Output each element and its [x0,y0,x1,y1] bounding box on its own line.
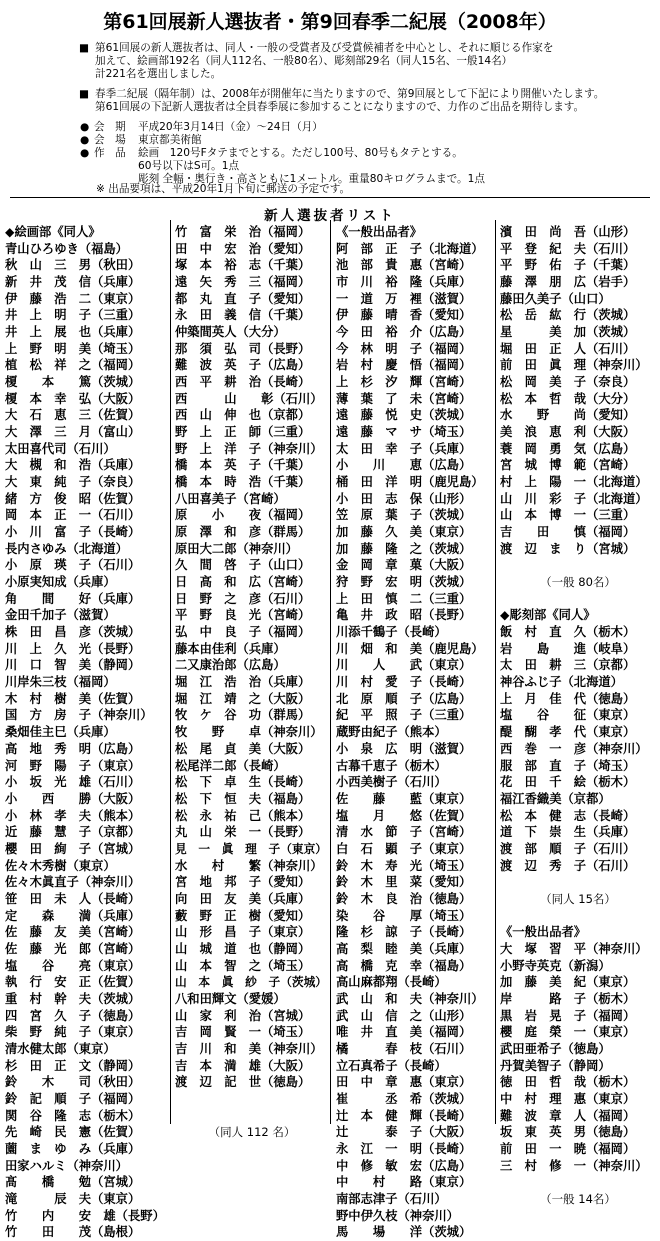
member-entry: 福江香織美（京都） [500,791,611,806]
member-entry: 清水健太郎（東京） [5,1041,116,1056]
member-entry: 薗 ま ゆ み（兵庫） [5,1141,141,1156]
member-entry: 小 林 孝 夫（熊本） [5,808,141,823]
member-entry: 大 東 純 子（奈良） [5,475,141,490]
dot-bullet-icon: ● [80,121,90,133]
spacer [500,908,656,925]
member-entry: 橘 春 枝（石川） [336,1041,472,1056]
member-entry: 八和田輝文（愛媛） [175,991,286,1006]
member-entry: 山 家 利 治（宮城） [175,1008,311,1023]
member-entry: 染 谷 厚（埼玉） [336,908,472,923]
member-entry: 日 高 和 広（宮崎） [175,575,311,590]
member-entry: 河 野 陽 子（東京） [5,758,141,773]
intro-paragraph-2 [79,88,615,114]
member-entry: 川 口 智 美（静岡） [5,658,141,673]
square-bullet-icon: ■ [79,88,90,100]
member-entry: 渡 辺 秀 子（石川） [500,858,636,873]
info-extra-line: 60号以下はS可。1点 [138,160,240,172]
member-entry: 阿 部 正 子（北海道） [336,241,484,256]
member-entry: 遠 矢 秀 三（福岡） [175,275,311,290]
member-entry: 伊 藤 浩 二（東京） [5,291,141,306]
member-entry: 緒 方 俊 昭（佐賀） [5,491,141,506]
spacer [500,557,656,574]
member-entry: 田家ハルミ（神奈川） [5,1158,128,1173]
member-entry: 村 上 陽 一（北海道） [500,475,648,490]
member-entry: 井 上 明 子（三重） [5,308,141,323]
member-entry: 佐々木眞直子（神奈川） [5,875,141,890]
member-entry: 太田喜代司（石川） [5,441,116,456]
member-entry: 杉 田 正 文（静岡） [5,1058,141,1073]
member-entry: 大 石 恵 三（佐賀） [5,408,141,423]
member-entry: 小原実知成（兵庫） [5,575,116,590]
member-entry: 丸 山 栄 一（長野） [175,825,311,840]
member-entry: 井 上 展 也（兵庫） [5,325,141,340]
member-entry: 平 登 紀 夫（石川） [500,241,636,256]
member-entry: 原 小 夜（福岡） [175,508,311,523]
member-entry: 今 林 明 子（福岡） [336,341,472,356]
member-entry: 笠 原 葉 子（茨城） [336,508,472,523]
intro-line: 第61回展の下記新人選抜者は全員春季展に参加することになりますので、力作のご出品を期待します。 [95,101,585,113]
member-entry: 金 岡 章 菓（大阪） [336,558,472,573]
member-entry: 小 川 富 子（長崎） [5,525,141,540]
member-entry: 佐 藤 光 郎（宮崎） [5,941,141,956]
member-entry: 橋 本 時 浩（千葉） [175,475,311,490]
member-entry: 渡 辺 ま り（宮城） [500,541,636,556]
member-entry: 髙 橋 勉（宮城） [5,1175,141,1190]
member-count: （一般 80名） [540,575,616,590]
member-entry: 野 上 洋 子（神奈川） [175,441,323,456]
member-entry: 武田亜希子（徳島） [500,1041,611,1056]
square-bullet-icon: ■ [79,42,90,54]
member-entry: 桶 田 洋 明（鹿児島） [336,475,484,490]
member-entry: 原 澤 和 彦（群馬） [175,525,311,540]
member-entry: 定 森 満（兵庫） [5,908,141,923]
member-entry: 滝 辰 夫（東京） [5,1191,141,1206]
section-heading: ◆絵画部《同人》 [5,225,101,239]
member-entry: 柴 野 純 子（東京） [5,1025,141,1040]
member-entry: 上 月 佳 代（徳島） [500,691,636,706]
info-key: 会 場 [94,134,126,146]
member-entry: 塩 月 悠（佐賀） [336,808,472,823]
member-entry: 永 江 一 明（長崎） [336,1141,472,1156]
member-entry: 西 山 彰（石川） [175,391,323,406]
member-entry: 馬 場 洋（茨城） [336,1225,472,1240]
member-entry: 宮 地 邦 子（愛知） [175,875,311,890]
member-entry: 近 藤 慧 子（京都） [5,825,141,840]
member-entry: 美 浪 恵 利（大阪） [500,425,636,440]
info-value: 絵画 120号Fタテまでとする。ただし100号、80号もタテとする。 [138,147,463,159]
member-entry: 丹賀美智子（静岡） [500,1058,611,1073]
member-entry: 鈴 木 司（秋田） [5,1075,141,1090]
member-entry: 二又康治郎（広島） [175,658,286,673]
member-entry: 日 野 之 彦（石川） [175,591,311,606]
member-entry: 竹 田 茂（島根） [5,1225,141,1240]
member-entry: 大 槻 和 浩（兵庫） [5,458,141,473]
member-entry: 藤 澤 朋 広（岩手） [500,275,636,290]
list-column-4 [500,224,656,1208]
member-entry: 見 一 眞 理 子（東京） [175,841,327,856]
member-entry: 川 上 久 光（長野） [5,641,141,656]
member-entry: 国 方 房 子（神奈川） [5,708,153,723]
member-entry: 薄 葉 了 未（宮崎） [336,391,472,406]
member-entry: 紀 平 照 子（三重） [336,708,472,723]
member-entry: 山 川 彩 子（北海道） [500,491,648,506]
section-heading: 《一般出品者》 [500,925,587,940]
member-entry: 坂 東 英 男（徳島） [500,1125,636,1140]
member-entry: 高 地 秀 明（広島） [5,741,141,756]
member-entry: 塩 谷 征（東京） [500,708,636,723]
member-entry: 上 田 慎 二（三重） [336,591,472,606]
member-entry: 田 中 章 惠（東京） [336,1075,472,1090]
member-entry: 植 松 祥 之（福岡） [5,358,141,373]
intro-line: 加えて、絵画部192名（同人112名、一般80名）、彫刻部29名（同人15名、一般14名） [95,55,513,67]
member-entry: 堀 田 正 人（石川） [500,341,636,356]
info-row-venue [80,134,485,147]
member-entry: 向 田 友 美（兵庫） [175,891,311,906]
list-column-3 [336,224,494,1241]
page-title: 第61回展新人選抜者・第9回春季二紀展（2008年） [103,11,557,33]
member-entry: 池 部 貴 惠（宮崎） [336,258,472,273]
member-entry: 角 間 好（兵庫） [5,591,141,606]
member-entry: 藤田久美子（山口） [500,291,611,306]
member-entry: 松 尾 貞 美（大阪） [175,741,311,756]
member-entry: 吉 田 慎（福岡） [500,525,636,540]
member-entry: 難 波 章 人（福岡） [500,1108,636,1123]
member-entry: 弘 中 良 子（福岡） [175,625,311,640]
member-entry: 山 本 眞 紗 子（茨城） [175,975,327,990]
column-divider [170,220,171,1124]
member-entry: 崔 丞 希（茨城） [336,1091,472,1106]
member-entry: 水 野 尚（愛知） [500,408,636,423]
member-entry: 宮 城 博 範（宮崎） [500,458,636,473]
member-entry: 鈴 木 良 治（徳島） [336,891,472,906]
member-entry: 都 丸 直 子（愛知） [175,291,311,306]
dot-bullet-icon: ● [80,147,90,159]
member-entry: 山 本 智 之（埼玉） [175,958,311,973]
member-entry: 株 田 昌 彦（茨城） [5,625,141,640]
member-entry: 今 田 裕 介（広島） [336,325,472,340]
member-entry: 松 本 健 志（長崎） [500,808,636,823]
member-entry: 山 本 博 一（三重） [500,508,636,523]
member-entry: 太 田 耕 三（京都） [500,658,636,673]
section-heading: 《一般出品者》 [336,225,423,239]
member-entry: 堀 江 靖 之（大阪） [175,691,311,706]
member-entry: 那 須 弘 司（長野） [175,341,311,356]
member-entry: 遠 藤 マ サ（埼玉） [336,425,472,440]
member-entry: 大 塚 習 平（神奈川） [500,941,648,956]
member-entry: 濱 田 尚 吾（山形） [500,225,636,239]
member-entry: 山 城 道 也（静岡） [175,941,311,956]
member-entry: 服 部 直 子（埼玉） [500,758,636,773]
member-entry: 松 本 哲 哉（大分） [500,391,636,406]
member-entry: 小 田 志 保（山形） [336,491,472,506]
member-entry: 鈴 木 里 菜（愛知） [336,875,472,890]
spacer [500,1174,656,1191]
member-entry: 鈴 木 寿 光（埼玉） [336,858,472,873]
member-entry: 加 藤 隆 之（茨城） [336,541,472,556]
member-entry: 辻 泰 子（大阪） [336,1125,472,1140]
info-value: 平成20年3月14日（金）〜24日（月） [138,121,323,133]
member-entry: 加 藤 美 紀（東京） [500,975,636,990]
member-entry: 榎 本 篤（茨城） [5,375,141,390]
member-entry: 醍 醐 孝 代（東京） [500,725,636,740]
info-extra-line: 彫刻 全幅・奥行き・高さともに1メートル。重量80キログラムまで。1点 [138,173,485,185]
member-entry: 北 原 順 子（広島） [336,691,472,706]
member-entry: 中 修 敏 宏（広島） [336,1158,472,1173]
member-entry: 重 村 幹 夫（茨城） [5,991,141,1006]
member-entry: 岩 村 慶 悟（福岡） [336,358,472,373]
member-entry: 先 崎 民 憲（佐賀） [5,1125,141,1140]
member-entry: 高 橋 克 幸（福島） [336,958,472,973]
member-entry: 塚 本 裕 志（千葉） [175,258,311,273]
member-entry: 松 岳 紘 行（茨城） [500,308,636,323]
member-entry: 星 美 加（茨城） [500,325,636,340]
member-entry: 南部志津子（石川） [336,1191,447,1206]
info-row-period [80,121,485,134]
info-key: 会 期 [94,121,126,133]
member-entry: 中 村 路（東京） [336,1175,472,1190]
member-entry: 蓑 岡 勇 気（広島） [500,441,636,456]
divider [10,197,650,198]
member-entry: 山 形 昌 子（東京） [175,925,311,940]
member-entry: 清 水 節 子（宮崎） [336,825,472,840]
spacer [175,1091,329,1108]
member-entry: 小西美樹子（石川） [336,775,447,790]
member-entry: 桑畑佳主巳（兵庫） [5,725,116,740]
member-entry: 川添千鶴子（長崎） [336,625,447,640]
member-entry: 笹 田 未 人（長崎） [5,891,141,906]
member-entry: 吉 岡 賢 一（埼玉） [175,1025,311,1040]
member-entry: 塩 谷 亮（東京） [5,958,141,973]
member-entry: 藪 野 正 樹（愛知） [175,908,311,923]
member-entry: 蔵野由紀子（熊本） [336,725,447,740]
member-entry: 堀 江 浩 治（兵庫） [175,675,311,690]
member-entry: 古幕千恵子（栃木） [336,758,447,773]
intro-paragraph-1 [79,42,615,81]
member-count: （同人 15名） [540,891,616,906]
member-entry: 四 宮 久 子（徳島） [5,1008,141,1023]
member-entry: 飯 村 直 久（栃木） [500,625,636,640]
member-entry: 吉 川 和 美（神奈川） [175,1041,323,1056]
section-heading: ◆彫刻部《同人》 [500,608,596,623]
member-entry: 西 平 耕 治（長崎） [175,375,311,390]
member-entry: 牧 ケ 谷 功（群馬） [175,708,311,723]
member-entry: 道 下 崇 生（兵庫） [500,825,636,840]
member-entry: 金田千加子（滋賀） [5,608,116,623]
member-entry: 原田大二郎（神奈川） [175,541,298,556]
submission-note: ※ 出品要項は、平成20年1月下旬に郵送の予定です。 [96,183,351,195]
member-entry: 太 田 幸 子（兵庫） [336,441,472,456]
member-entry: 秋 山 三 男（秋田） [5,258,141,273]
spacer [500,591,656,608]
member-entry: 唯 井 直 美（福岡） [336,1025,472,1040]
member-entry: 小 坂 光 雄（石川） [5,775,141,790]
member-entry: 高 梨 睦 美（兵庫） [336,941,472,956]
list-title: 新人選抜者リスト [264,208,396,224]
member-entry: 新 井 茂 信（兵庫） [5,275,141,290]
member-entry: 藤本由佳利（兵庫） [175,641,286,656]
member-entry: 平 野 佑 子（千葉） [500,258,636,273]
member-entry: 牧 野 卓（神奈川） [175,725,323,740]
member-entry: 松 下 恒 夫（福島） [175,791,311,806]
member-entry: 櫻 庭 榮 一（東京） [500,1025,636,1040]
member-entry: 佐 藤 藍（東京） [336,791,472,806]
member-entry: 徳 田 哲 哉（栃木） [500,1075,636,1090]
member-count: （一般 14名） [540,1191,616,1206]
member-count: （同人 112 名） [208,1125,296,1140]
member-entry: 亀 井 政 昭（長野） [336,608,472,623]
member-entry: 加 藤 久 美（東京） [336,525,472,540]
member-entry: 白 石 顕 子（東京） [336,841,472,856]
member-entry: 高山麻都翔（長崎） [336,975,447,990]
member-entry: 長内さゆみ（北海道） [5,541,128,556]
member-entry: 関 谷 隆 志（栃木） [5,1108,141,1123]
spacer [175,1108,329,1125]
member-entry: 黒 岩 晃 子（福岡） [500,1008,636,1023]
member-entry: 榎 本 幸 弘（大阪） [5,391,141,406]
member-entry: 前 田 眞 理（神奈川） [500,358,648,373]
list-column-1 [5,224,169,1241]
member-entry: 竹 内 安 雄（長野） [5,1208,165,1223]
member-entry: 佐 藤 友 美（宮崎） [5,925,141,940]
member-entry: 岩 島 進（岐阜） [500,641,636,656]
intro-line: 春季二紀展（隔年制）は、2008年が開催年に当たりますので、第9回展として下記により開催いたします。 [95,88,605,100]
member-entry: 大 澤 三 月（富山） [5,425,141,440]
member-entry: 中 村 理 惠（東京） [500,1091,636,1106]
member-entry: 小野寺英克（新潟） [500,958,611,973]
member-entry: 西 山 伸 也（京都） [175,408,311,423]
member-entry: 橋 本 英 子（千葉） [175,458,311,473]
member-entry: 小 原 瑛 子（石川） [5,558,141,573]
member-entry: 永 田 義 信（千葉） [175,308,311,323]
member-entry: 吉 本 満 雄（大阪） [175,1058,311,1073]
member-entry: 櫻 田 絢 子（宮城） [5,841,141,856]
member-entry: 市 川 裕 隆（兵庫） [336,275,472,290]
member-entry: 岡 本 正 一（石川） [5,508,141,523]
member-entry: 渡 辺 記 世（徳島） [175,1075,311,1090]
info-key: 作 品 [94,147,126,159]
member-entry: 野中伊久枝（神奈川） [336,1208,459,1223]
member-entry: 花 田 千 絵（栃木） [500,775,636,790]
member-entry: 遠 藤 悦 史（茨城） [336,408,472,423]
member-entry: 難 波 英 子（広島） [175,358,311,373]
member-entry: 木 村 樹 美（佐賀） [5,691,141,706]
intro-line: 第61回展の新人選抜者は、同人・一般の受賞者及び受賞候補者を中心とし、それに順じる作家を [95,42,554,54]
member-entry: 青山ひろゆき（福島） [5,241,128,256]
member-entry: 田 中 宏 治（愛知） [175,241,311,256]
member-entry: 小 泉 広 明（滋賀） [336,741,472,756]
member-entry: 武 山 和 夫（神奈川） [336,991,484,1006]
member-entry: 野 上 正 師（三重） [175,425,311,440]
member-entry: 仲築間英人（大分） [175,325,286,340]
member-entry: 佐々木秀樹（東京） [5,858,116,873]
member-entry: 一 道 万 裡（滋賀） [336,291,472,306]
column-divider [330,220,331,1124]
member-entry: 上 杉 汐 輝（宮崎） [336,375,472,390]
member-entry: 水 村 繁（神奈川） [175,858,323,873]
member-entry: 松 岡 美 子（奈良） [500,375,636,390]
member-entry: 執 行 安 正（佐賀） [5,975,141,990]
spacer [500,874,656,891]
member-entry: 松尾洋二郎（長崎） [175,758,286,773]
member-entry: 川岸朱三枝（福岡） [5,675,116,690]
dot-bullet-icon: ● [80,134,90,146]
info-row-works [80,147,485,160]
intro-line: 計221名を選出しました。 [95,68,222,80]
member-entry: 川 人 武（東京） [336,658,472,673]
column-divider [495,220,496,1124]
member-entry: 三 村 修 一（神奈川） [500,1158,648,1173]
info-value: 東京都美術館 [138,134,202,146]
member-entry: 立石真希子（長崎） [336,1058,447,1073]
member-entry: 久 間 啓 子（山口） [175,558,311,573]
member-entry: 松 永 祐 己（熊本） [175,808,311,823]
list-column-2 [175,224,329,1141]
member-entry: 松 下 卓 生（長崎） [175,775,311,790]
exhibition-info [80,121,485,186]
member-entry: 伊 藤 晴 香（愛知） [336,308,472,323]
member-entry: 川 畑 和 美（鹿児島） [336,641,484,656]
member-entry: 隆 杉 諒 子（長崎） [336,925,472,940]
member-entry: 小 西 勝（大阪） [5,791,141,806]
member-entry: 武 山 信 之（山形） [336,1008,472,1023]
member-entry: 辻 本 健 輝（長崎） [336,1108,472,1123]
member-entry: 八田喜美子（宮崎） [175,491,286,506]
member-entry: 鈴 記 順 子（福岡） [5,1091,141,1106]
member-entry: 狩 野 宏 明（茨城） [336,575,472,590]
member-entry: 川 村 愛 子（長崎） [336,675,472,690]
member-entry: 神谷ふじ子（北海道） [500,675,623,690]
member-entry: 小 川 恵（広島） [336,458,472,473]
member-entry: 竹 富 栄 治（福岡） [175,225,311,239]
member-entry: 平 野 良 光（宮崎） [175,608,311,623]
member-entry: 上 野 明 美（埼玉） [5,341,141,356]
member-entry: 渡 部 順 子（石川） [500,841,636,856]
member-entry: 岸 路 子（栃木） [500,991,636,1006]
member-entry: 前 田 一 暁（福岡） [500,1141,636,1156]
member-entry: 西 巻 一 彦（神奈川） [500,741,648,756]
